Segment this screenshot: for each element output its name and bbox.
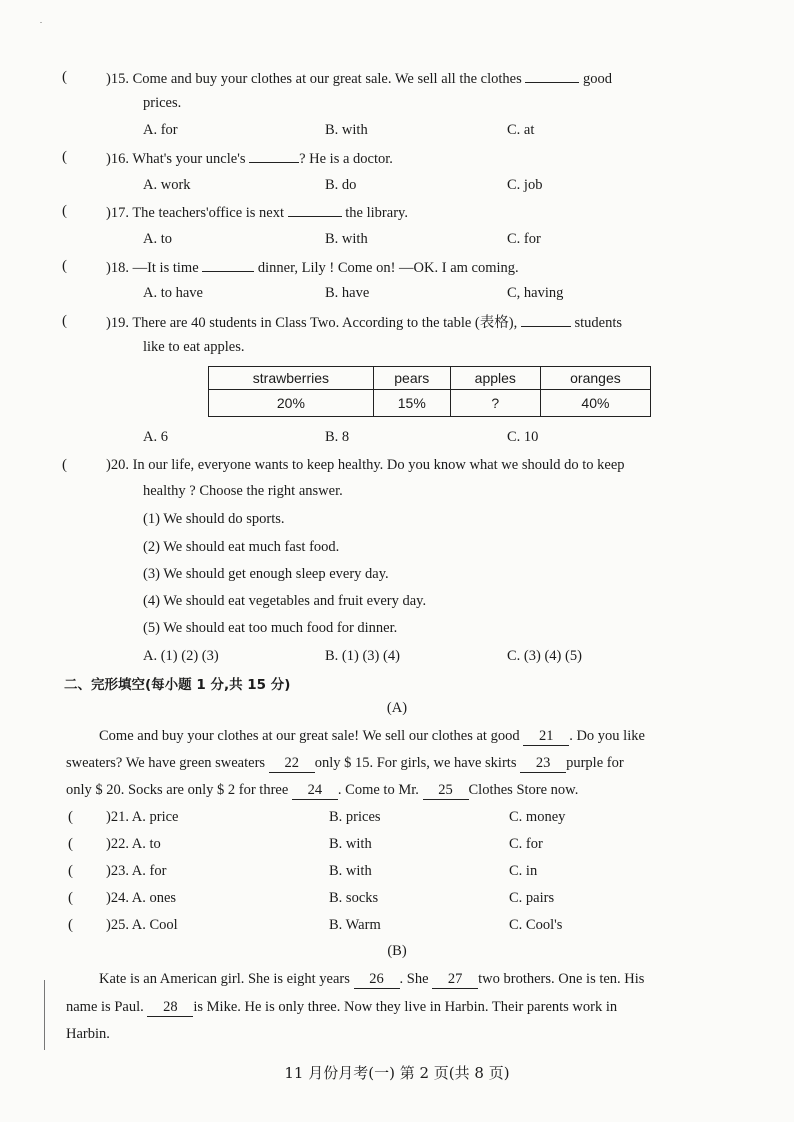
- answer-paren-20: (: [62, 457, 67, 473]
- q15-line2: prices.: [143, 95, 182, 111]
- answer-paren-15: (: [62, 69, 67, 85]
- q15-blank: [525, 68, 579, 83]
- q20-option-b: B. (1) (3) (4): [325, 648, 400, 664]
- table-header-cell: apples: [450, 367, 540, 390]
- passage-text: . Come to Mr.: [337, 782, 419, 798]
- margin-line: [44, 980, 45, 1050]
- q17-option-c: C. for: [507, 231, 541, 247]
- q21-option-b: B. prices: [329, 809, 381, 825]
- blank-27: 27: [432, 970, 478, 989]
- q17-option-a: A. to: [143, 231, 172, 247]
- blank-21: 21: [523, 727, 569, 746]
- q22-option-b: B. with: [329, 836, 372, 852]
- q19-line1: [106, 312, 622, 332]
- passage-text: Clothes Store now.: [468, 782, 579, 798]
- q15-option-b: B. with: [325, 122, 368, 138]
- blank-28: 28: [147, 998, 193, 1017]
- q17-text-a: )17. The teachers'office is next: [106, 205, 285, 221]
- q24-option-a: )24. A. ones: [106, 890, 177, 906]
- q17-option-b: B. with: [325, 231, 368, 247]
- q22-option-c: C. for: [509, 836, 543, 852]
- q18-blank: [202, 257, 254, 272]
- scan-mark: .: [40, 16, 42, 25]
- q19-option-c: C. 10: [507, 429, 539, 445]
- q20-line1: )20. In our life, everyone wants to keep healthy. Do you know what we should do to keep: [106, 457, 625, 473]
- blank-23: 23: [520, 754, 566, 773]
- q20-option-a: A. (1) (2) (3): [143, 648, 219, 664]
- table-cell: 40%: [540, 390, 650, 417]
- q19-option-b: B. 8: [325, 429, 350, 445]
- answer-paren-23: (: [68, 863, 73, 879]
- q19-text-a: )19. There are 40 students in Class Two. According to the table (表格),: [106, 315, 518, 331]
- q16-text-b: ? He is a doctor.: [299, 151, 393, 167]
- q25-option-c: C. Cool's: [509, 917, 563, 933]
- blank-25: 25: [423, 781, 469, 800]
- q20-item-1: (1) We should do sports.: [143, 511, 285, 527]
- passage-text: Come and buy your clothes at our great sale! We sell our clothes at good: [99, 728, 520, 744]
- page-footer: 11 月份月考(一) 第 2 页(共 8 页): [284, 1064, 510, 1082]
- q16-blank: [249, 148, 299, 163]
- q24-option-c: C. pairs: [509, 890, 555, 906]
- passage-a-line-3: [66, 781, 578, 800]
- passage-text: is Mike. He is only three. Now they live in Harbin. Their parents work in: [193, 999, 618, 1015]
- part-a-heading: (A): [386, 700, 408, 716]
- q16-option-a: A. work: [143, 177, 191, 193]
- q20-item-4: (4) We should eat vegetables and fruit every day.: [143, 593, 427, 609]
- q17-line: [106, 202, 408, 222]
- section-title-cloze: 二、完形填空(每小题 1 分,共 15 分): [64, 677, 291, 693]
- answer-paren-18: (: [62, 258, 67, 274]
- q18-text-a: )18. —It is time: [106, 260, 199, 276]
- q19-option-a: A. 6: [143, 429, 168, 445]
- q25-option-a: )25. A. Cool: [106, 917, 178, 933]
- q16-text-a: )16. What's your uncle's: [106, 151, 246, 167]
- q20-option-c: C. (3) (4) (5): [507, 648, 582, 664]
- q18-option-b: B. have: [325, 285, 370, 301]
- part-b-heading: (B): [387, 943, 407, 959]
- q22-option-a: )22. A. to: [106, 836, 161, 852]
- passage-text: only $ 20. Socks are only $ 2 for three: [66, 782, 289, 798]
- passage-text: two brothers. One is ten. His: [478, 971, 645, 987]
- q23-option-a: )23. A. for: [106, 863, 167, 879]
- q20-line2: healthy ? Choose the right answer.: [143, 483, 343, 499]
- q18-option-c: C, having: [507, 285, 564, 301]
- q17-blank: [288, 202, 342, 217]
- blank-22: 22: [269, 754, 315, 773]
- q15-text-b: good: [582, 71, 612, 87]
- q19-blank: [521, 312, 571, 327]
- q18-line: [106, 257, 519, 277]
- blank-26: 26: [354, 970, 400, 989]
- answer-paren-16: (: [62, 149, 67, 165]
- passage-b-line-1: [99, 970, 644, 989]
- q16-option-c: C. job: [507, 177, 543, 193]
- q19-line2: like to eat apples.: [143, 339, 245, 355]
- answer-paren-24: (: [68, 890, 73, 906]
- answer-paren-22: (: [68, 836, 73, 852]
- q23-option-b: B. with: [329, 863, 372, 879]
- table-header-cell: pears: [373, 367, 450, 390]
- passage-text: . She: [399, 971, 429, 987]
- q25-option-b: B. Warm: [329, 917, 381, 933]
- q23-option-c: C. in: [509, 863, 538, 879]
- q18-text-b: dinner, Lily ! Come on! —OK. I am coming.: [257, 260, 519, 276]
- passage-text: name is Paul.: [66, 999, 144, 1015]
- table-header-row: [209, 367, 651, 390]
- q20-item-3: (3) We should get enough sleep every day.: [143, 566, 389, 582]
- q15-option-a: A. for: [143, 122, 178, 138]
- q15-line1: [106, 68, 612, 88]
- table-header-cell: oranges: [540, 367, 650, 390]
- q17-text-b: the library.: [345, 205, 408, 221]
- passage-text: purple for: [566, 755, 624, 771]
- passage-text: sweaters? We have green sweaters: [66, 755, 266, 771]
- q20-item-5: (5) We should eat too much food for dinner.: [143, 620, 398, 636]
- passage-a-line-1: [99, 727, 645, 746]
- fruit-percent-table: [208, 366, 651, 417]
- table-cell: 15%: [373, 390, 450, 417]
- passage-text: Kate is an American girl. She is eight years: [99, 971, 350, 987]
- q19-text-b: students: [574, 315, 622, 331]
- q15-text-a: )15. Come and buy your clothes at our great sale. We sell all the clothes: [106, 71, 522, 87]
- q21-option-a: )21. A. price: [106, 809, 179, 825]
- table-header-cell: strawberries: [209, 367, 374, 390]
- answer-paren-21: (: [68, 809, 73, 825]
- q18-option-a: A. to have: [143, 285, 203, 301]
- table-cell: 20%: [209, 390, 374, 417]
- q20-item-2: (2) We should eat much fast food.: [143, 539, 340, 555]
- passage-b-line-2: [66, 998, 617, 1017]
- answer-paren-25: (: [68, 917, 73, 933]
- answer-paren-19: (: [62, 313, 67, 329]
- answer-paren-17: (: [62, 203, 67, 219]
- q16-line: [106, 148, 393, 168]
- q16-option-b: B. do: [325, 177, 357, 193]
- q15-option-c: C. at: [507, 122, 535, 138]
- q24-option-b: B. socks: [329, 890, 379, 906]
- blank-24: 24: [292, 781, 338, 800]
- passage-text: only $ 15. For girls, we have skirts: [314, 755, 517, 771]
- passage-b-line-3: Harbin.: [66, 1026, 110, 1042]
- passage-text: . Do you like: [569, 728, 645, 744]
- table-row: [209, 390, 651, 417]
- q21-option-c: C. money: [509, 809, 566, 825]
- table-cell: ?: [450, 390, 540, 417]
- passage-a-line-2: [66, 754, 624, 773]
